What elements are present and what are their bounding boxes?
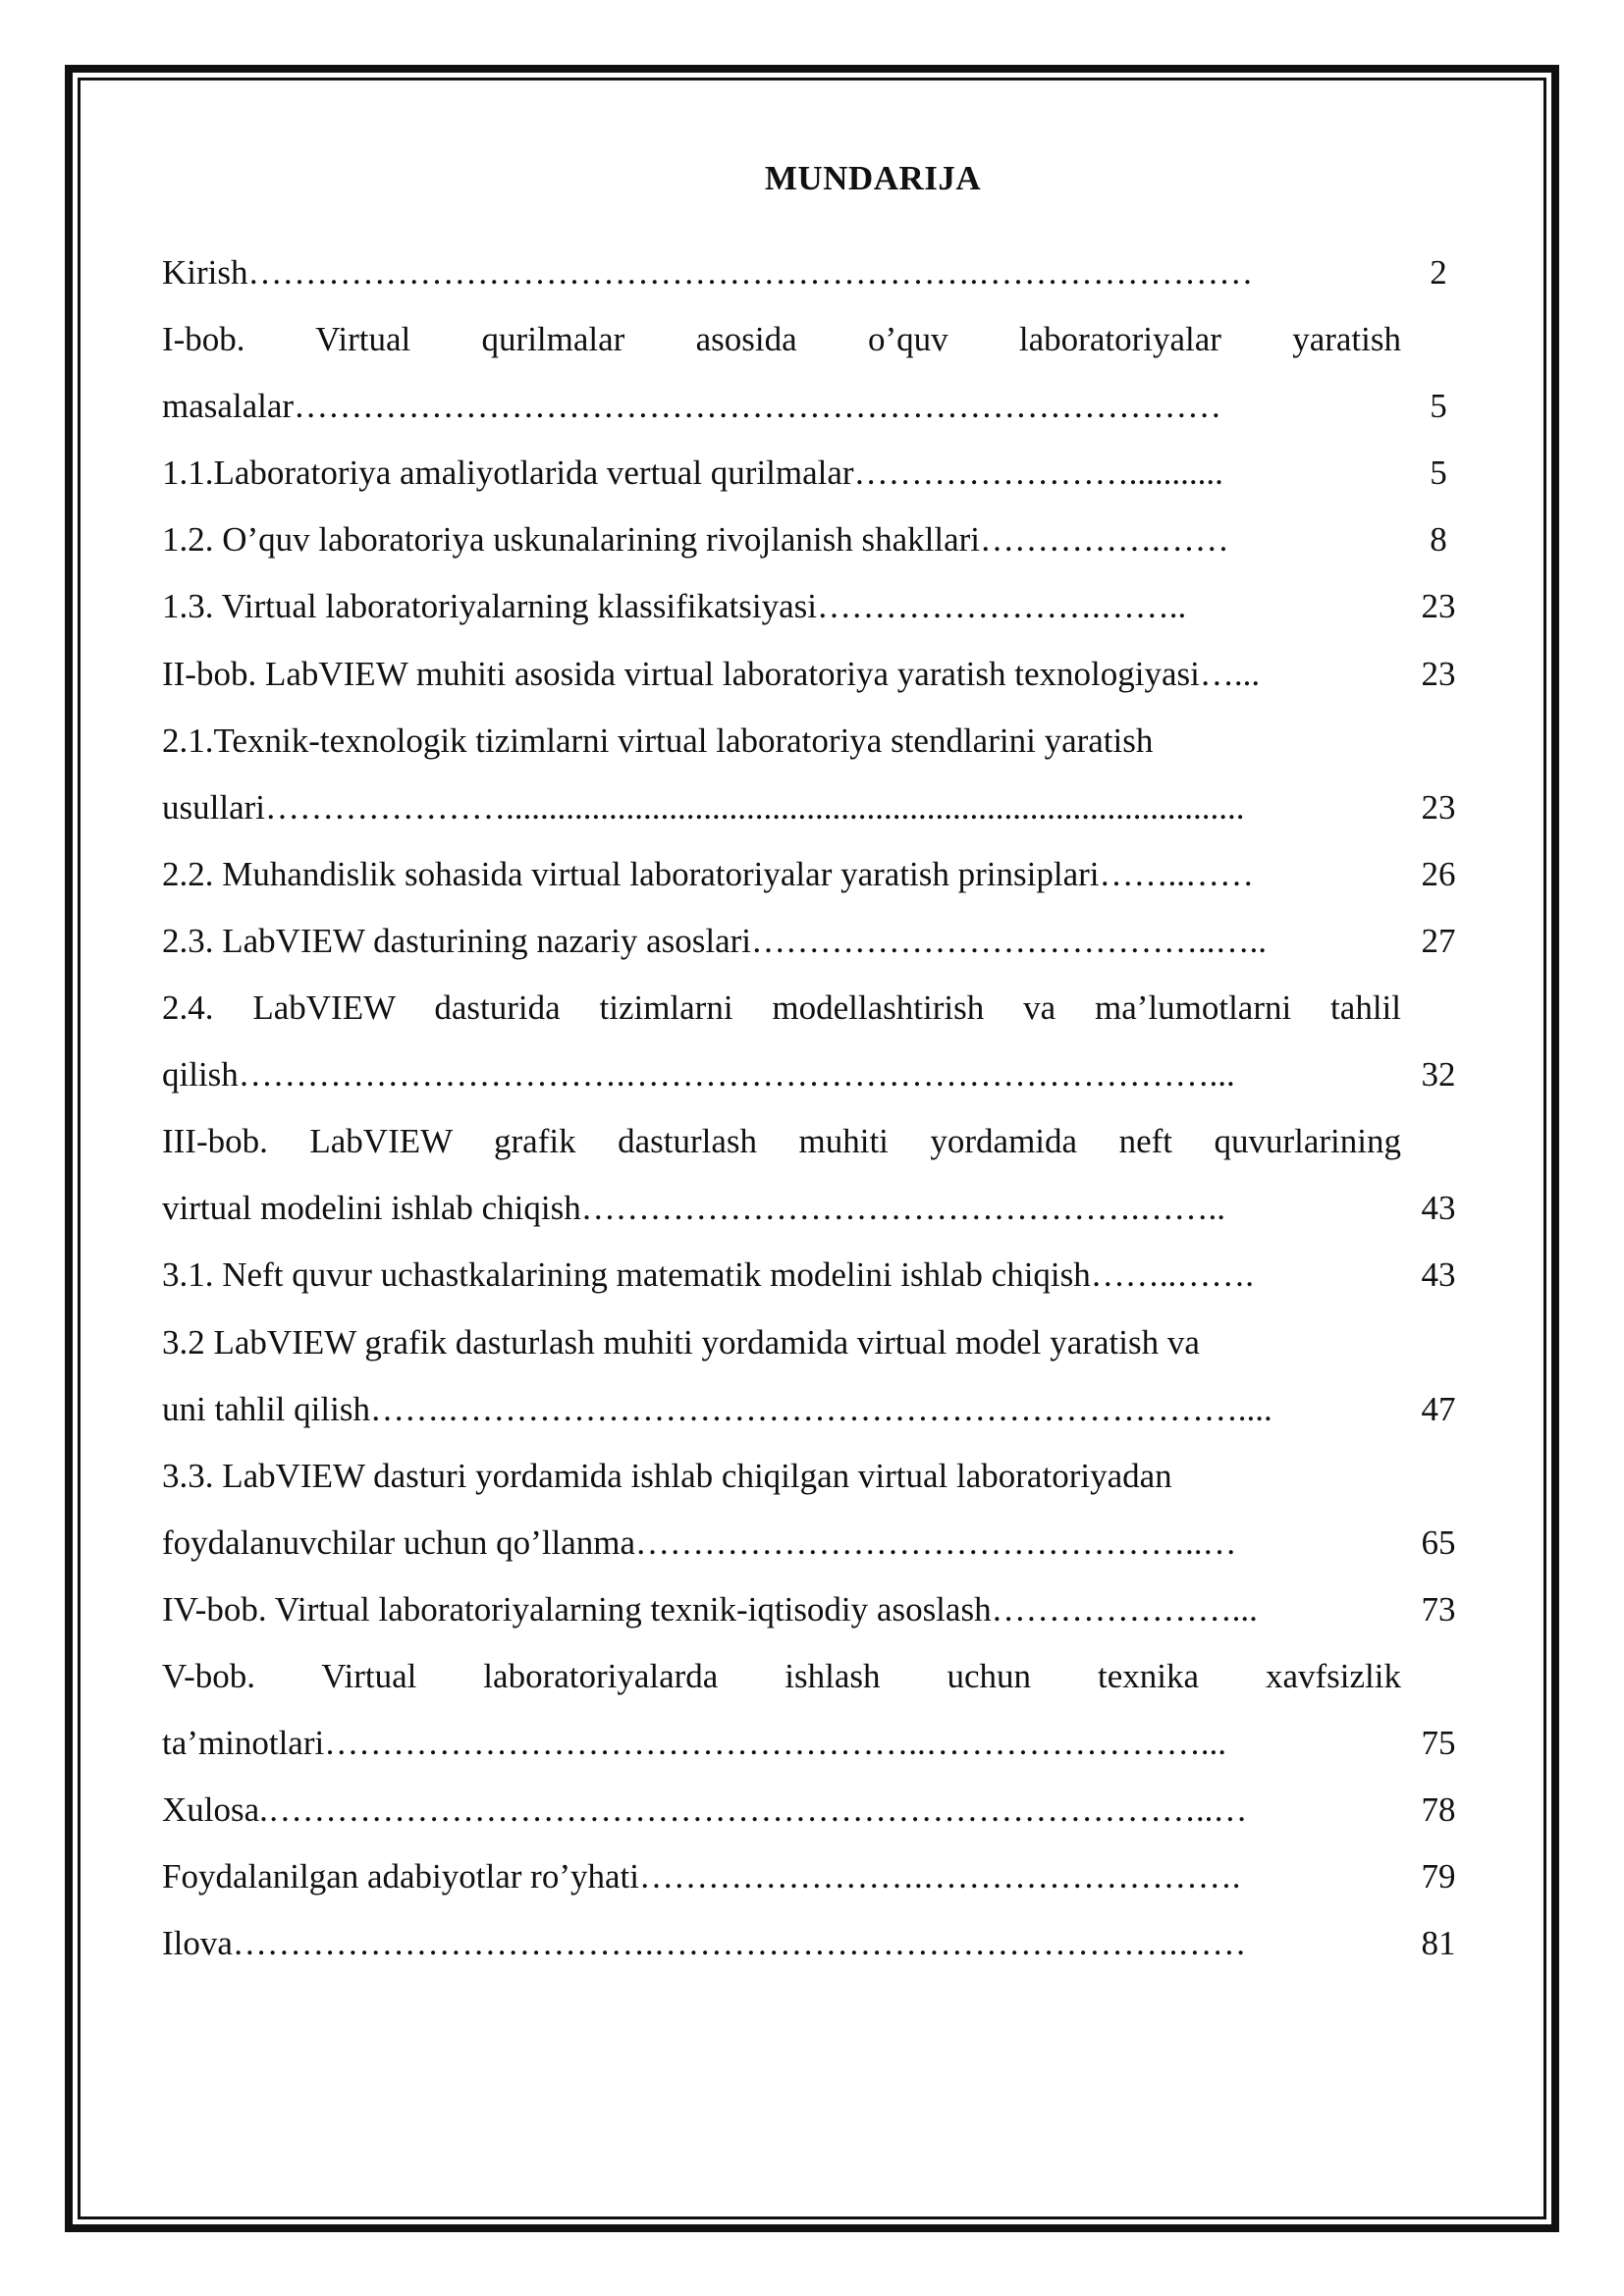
toc-entry-adabiyotlar: [162, 1843, 1478, 1910]
table-of-contents: [162, 240, 1478, 1977]
toc-page-number: 5: [1430, 454, 1447, 493]
toc-entry-text: masalalar………………………………………………………………………: [162, 387, 1222, 426]
toc-entry-ilova: [162, 1910, 1478, 1977]
toc-entry-2-4-heading: [162, 975, 1478, 1041]
toc-entry-text: 2.1.Texnik-texnologik tizimlarni virtual laboratoriya stendlarini yaratish: [162, 721, 1154, 760]
toc-page-number: 75: [1421, 1724, 1456, 1763]
toc-entry-text: III-bob. LabVIEW grafik dasturlash muhiti yordamida neft quvurlarining: [162, 1122, 1401, 1161]
toc-entry-text: 2.3. LabVIEW dasturining nazariy asoslari…………………………………..…..: [162, 921, 1268, 960]
toc-entry-2-4: [162, 1041, 1478, 1108]
toc-entry-text: 3.3. LabVIEW dasturi yordamida ishlab chiqilgan virtual laboratoriyadan: [162, 1456, 1172, 1495]
toc-entry-text: V-bob. Virtual laboratoriyalarda ishlash uchun texnika xavfsizlik: [162, 1656, 1401, 1695]
toc-entry-chapter-1-heading: [162, 306, 1478, 373]
toc-entry-text: 3.1. Neft quvur uchastkalarining matematik modelini ishlab chiqish……..…….: [162, 1255, 1255, 1295]
toc-entry-chapter-3: [162, 1175, 1478, 1242]
toc-entry-chapter-5: [162, 1710, 1478, 1777]
toc-entry-2-3: [162, 908, 1478, 975]
toc-entry-text: uni tahlil qilish…….……………………………………………………………....: [162, 1389, 1272, 1428]
toc-entry-2-2: [162, 841, 1478, 908]
toc-entry-text: ta’minotlari……………………………………………..……………………...: [162, 1724, 1226, 1763]
toc-page-number: 23: [1421, 654, 1456, 693]
page-title: MUNDARIJA: [764, 159, 982, 197]
toc-entry-chapter-2: [162, 641, 1478, 708]
toc-entry-3-2: [162, 1376, 1478, 1443]
toc-entry-text: Xulosa.………………………………………………………………………..…: [162, 1790, 1248, 1830]
toc-page-number: 78: [1421, 1790, 1456, 1830]
toc-entry-text: foydalanuvchilar uchun qo’llanma…………………………………………..…: [162, 1522, 1237, 1562]
toc-entry-text: Ilova……………………………….……………………………………….……: [162, 1924, 1247, 1963]
toc-entry-xulosa: [162, 1777, 1478, 1843]
toc-entry-text: 1.1.Laboratoriya amaliyotlarida vertual qurilmalar……………………...........: [162, 454, 1223, 493]
toc-page-number: 32: [1421, 1055, 1456, 1095]
toc-entry-1-1: [162, 440, 1478, 507]
toc-entry-text: IV-bob. Virtual laboratoriyalarning texnik-iqtisodiy asoslash…………………...: [162, 1589, 1258, 1629]
toc-entry-text: 3.2 LabVIEW grafik dasturlash muhiti yordamida virtual model yaratish va: [162, 1322, 1200, 1362]
toc-entry-3-2-heading: [162, 1309, 1478, 1376]
toc-page-number: 5: [1430, 387, 1447, 426]
toc-entry-1-3: [162, 573, 1478, 640]
toc-entry-kirish: [162, 240, 1478, 306]
toc-page-number: 73: [1421, 1589, 1456, 1629]
toc-page-number: 27: [1421, 921, 1456, 960]
toc-entry-text: Kirish……………………………………………………….……………………: [162, 253, 1254, 292]
toc-entry-3-3-heading: [162, 1443, 1478, 1510]
toc-entry-text: 2.2. Muhandislik sohasida virtual laboratoriyalar yaratish prinsiplari……..……: [162, 854, 1255, 893]
toc-page-number: 2: [1430, 253, 1447, 292]
toc-page-number: 23: [1421, 587, 1456, 626]
toc-entry-text: 1.3. Virtual laboratoriyalarning klassifikatsiyasi…………………….……..: [162, 587, 1187, 626]
toc-entry-text: I-bob. Virtual qurilmalar asosida o’quv laboratoriyalar yaratish: [162, 320, 1401, 359]
toc-entry-text: qilish…………………………….……………………………………………...: [162, 1055, 1235, 1095]
toc-page-number: 79: [1421, 1857, 1456, 1896]
toc-entry-chapter-4: [162, 1576, 1478, 1643]
toc-page-number: 43: [1421, 1255, 1456, 1295]
toc-page-number: 26: [1421, 854, 1456, 893]
toc-entry-3-1: [162, 1242, 1478, 1308]
toc-entry-text: 2.4. LabVIEW dasturida tizimlarni modellashtirish va ma’lumotlarni tahlil: [162, 988, 1401, 1028]
toc-page-number: 8: [1430, 520, 1447, 560]
toc-entry-1-2: [162, 507, 1478, 573]
toc-page-number: 43: [1421, 1189, 1456, 1228]
toc-page-number: 47: [1421, 1389, 1456, 1428]
toc-entry-text: 1.2. O’quv laboratoriya uskunalarining rivojlanish shakllari…………….……: [162, 520, 1229, 560]
toc-entry-text: virtual modelini ishlab chiqish………………………………………….……..: [162, 1189, 1226, 1228]
toc-page-number: 81: [1421, 1924, 1456, 1963]
toc-entry-text: Foydalanilgan adabiyotlar ro’yhati…………………….……………………….: [162, 1857, 1241, 1896]
toc-entry-chapter-1: [162, 373, 1478, 440]
toc-entry-2-1-heading: [162, 708, 1478, 774]
toc-page-number: 23: [1421, 787, 1456, 827]
toc-entry-text: usullari…………………......................................................................................: [162, 787, 1245, 827]
toc-page-number: 65: [1421, 1522, 1456, 1562]
toc-entry-chapter-5-heading: [162, 1643, 1478, 1710]
toc-entry-2-1: [162, 774, 1478, 841]
toc-entry-3-3: [162, 1510, 1478, 1576]
toc-entry-chapter-3-heading: [162, 1108, 1478, 1175]
toc-entry-text: II-bob. LabVIEW muhiti asosida virtual laboratoriya yaratish texnologiyasi…...: [162, 654, 1261, 693]
